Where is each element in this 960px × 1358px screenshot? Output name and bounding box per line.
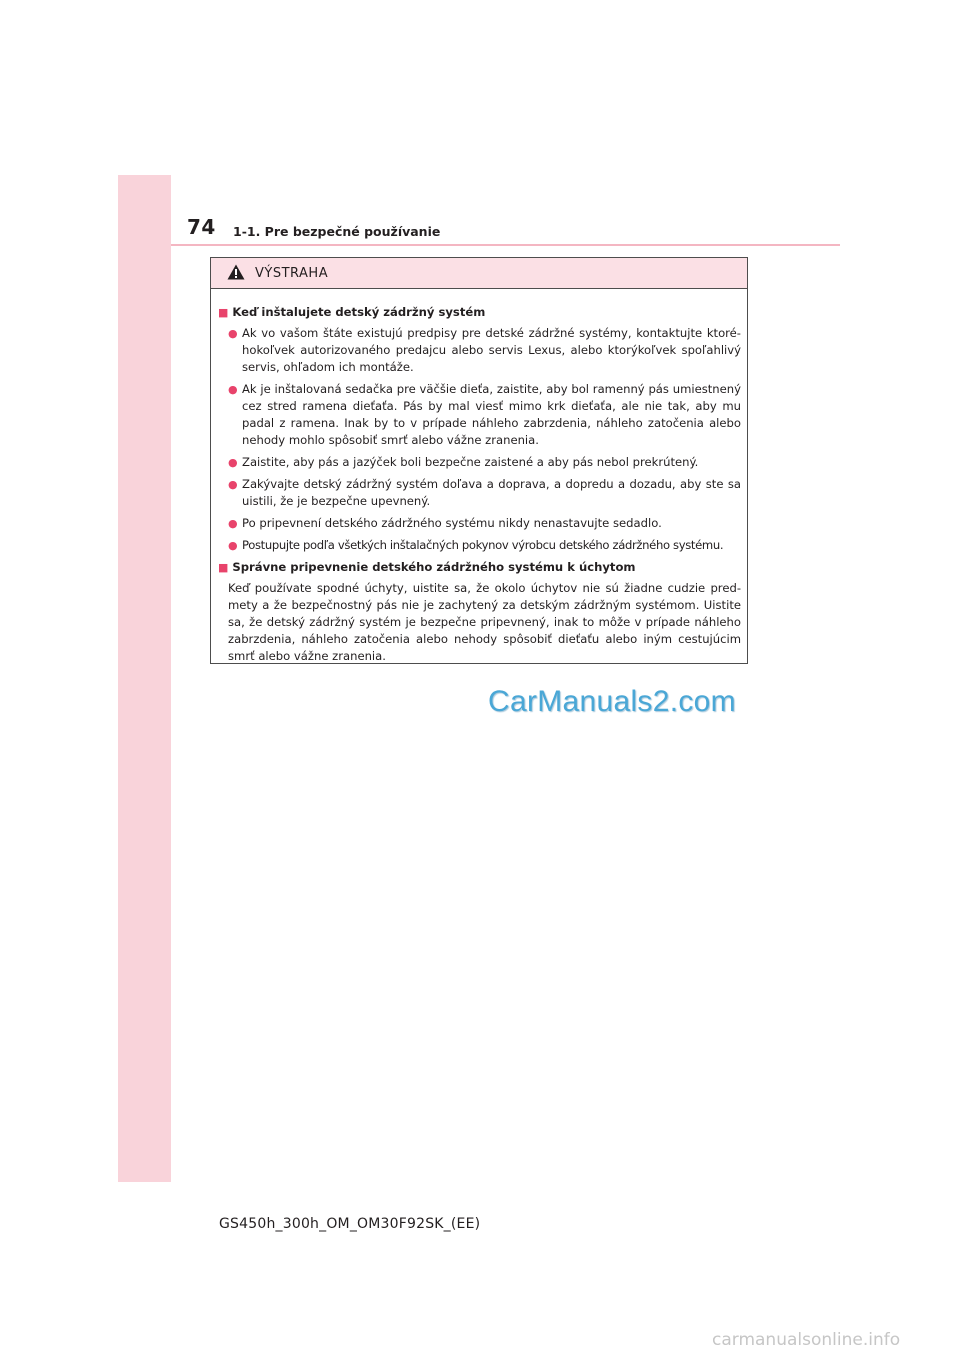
bullet-icon: ● — [228, 539, 238, 552]
square-bullet-icon: ■ — [218, 306, 229, 319]
list-item-text: Ak vo vašom štáte existujú predpisy pre detské zádržné systémy, kontaktujte ktoré- hokoľvek autorizovaného predajcu alebo servis Lexus, alebo ktorýkoľvek spoľahlivý servis, ohľadom ich montáže. — [242, 326, 741, 374]
list-item-text: Po pripevnení detského zádržného systému nikdy nenastavujte sedadlo. — [242, 516, 662, 530]
heading-text: Správne pripevnenie detského zádržného systému k úchytom — [232, 560, 636, 574]
list-item — [218, 537, 741, 554]
bullet-icon: ● — [228, 383, 238, 396]
bullet-icon: ● — [228, 327, 238, 340]
footer-site-link[interactable]: carmanualsonline.info — [712, 1330, 901, 1350]
warning-paragraph: Keď používate spodné úchyty, uistite sa, že okolo úchytov nie sú žiadne cudzie pred- mety a že bezpečnostný pás nie je zachytený za detským zádržným systémom. Uistite sa, že detský zádržný systém je bezpečne pripevnený, inak to môže v prípade náhleho zabrzdenia, náhleho zatočenia alebo nehody spôsobiť dieťaťu alebo iným cestujúcim smrť alebo vážne zranenia. — [228, 581, 741, 663]
list-item — [218, 476, 741, 510]
sidebar-tab — [118, 175, 171, 1182]
footer-document-code: GS450h_300h_OM_OM30F92SK_(EE) — [219, 1216, 481, 1232]
bullet-icon: ● — [228, 517, 238, 530]
section-title: 1-1. Pre bezpečné používanie — [233, 224, 441, 239]
warning-title: VÝSTRAHA — [255, 266, 329, 281]
header-rule — [171, 244, 840, 246]
list-item — [218, 454, 741, 471]
warning-heading-anchors — [218, 559, 741, 576]
square-bullet-icon: ■ — [218, 561, 229, 574]
list-item — [218, 325, 741, 376]
list-item-text: Zakývajte detský zádržný systém doľava a doprava, a dopredu a dozadu, aby ste sa uistili, že je bezpečne upevnený. — [242, 477, 741, 508]
heading-text: Keď inštalujete detský zádržný systém — [232, 305, 486, 319]
list-item-text: Zaistite, aby pás a jazýček boli bezpečne zaistené a aby pás nebol prekrútený. — [242, 455, 699, 469]
bullet-icon: ● — [228, 478, 238, 491]
page-number: 74 — [187, 215, 216, 239]
bullet-icon: ● — [228, 456, 238, 469]
warning-box — [210, 257, 748, 664]
warning-triangle-icon — [227, 264, 245, 280]
list-item-text: Ak je inštalovaná sedačka pre väčšie dieťa, zaistite, aby bol ramenný pás umiestnený cez stred ramena dieťaťa. Pás by mal viesť mimo krk dieťaťa, ale nie tak, aby mu padal z ramena. Inak by to v prípade náhleho zabrzdenia, náhleho zatočenia alebo nehody mohlo spôsobiť smrť alebo vážne zranenia. — [242, 382, 741, 447]
warning-header — [211, 258, 747, 289]
list-item — [218, 381, 741, 449]
list-item — [218, 515, 741, 532]
list-item-text: Postupujte podľa všetkých inštalačných pokynov výrobcu detského zádržného systému. — [242, 538, 724, 552]
warning-body — [211, 289, 747, 665]
watermark-link[interactable]: CarManuals2.com — [488, 685, 736, 718]
warning-heading-install — [218, 304, 741, 321]
